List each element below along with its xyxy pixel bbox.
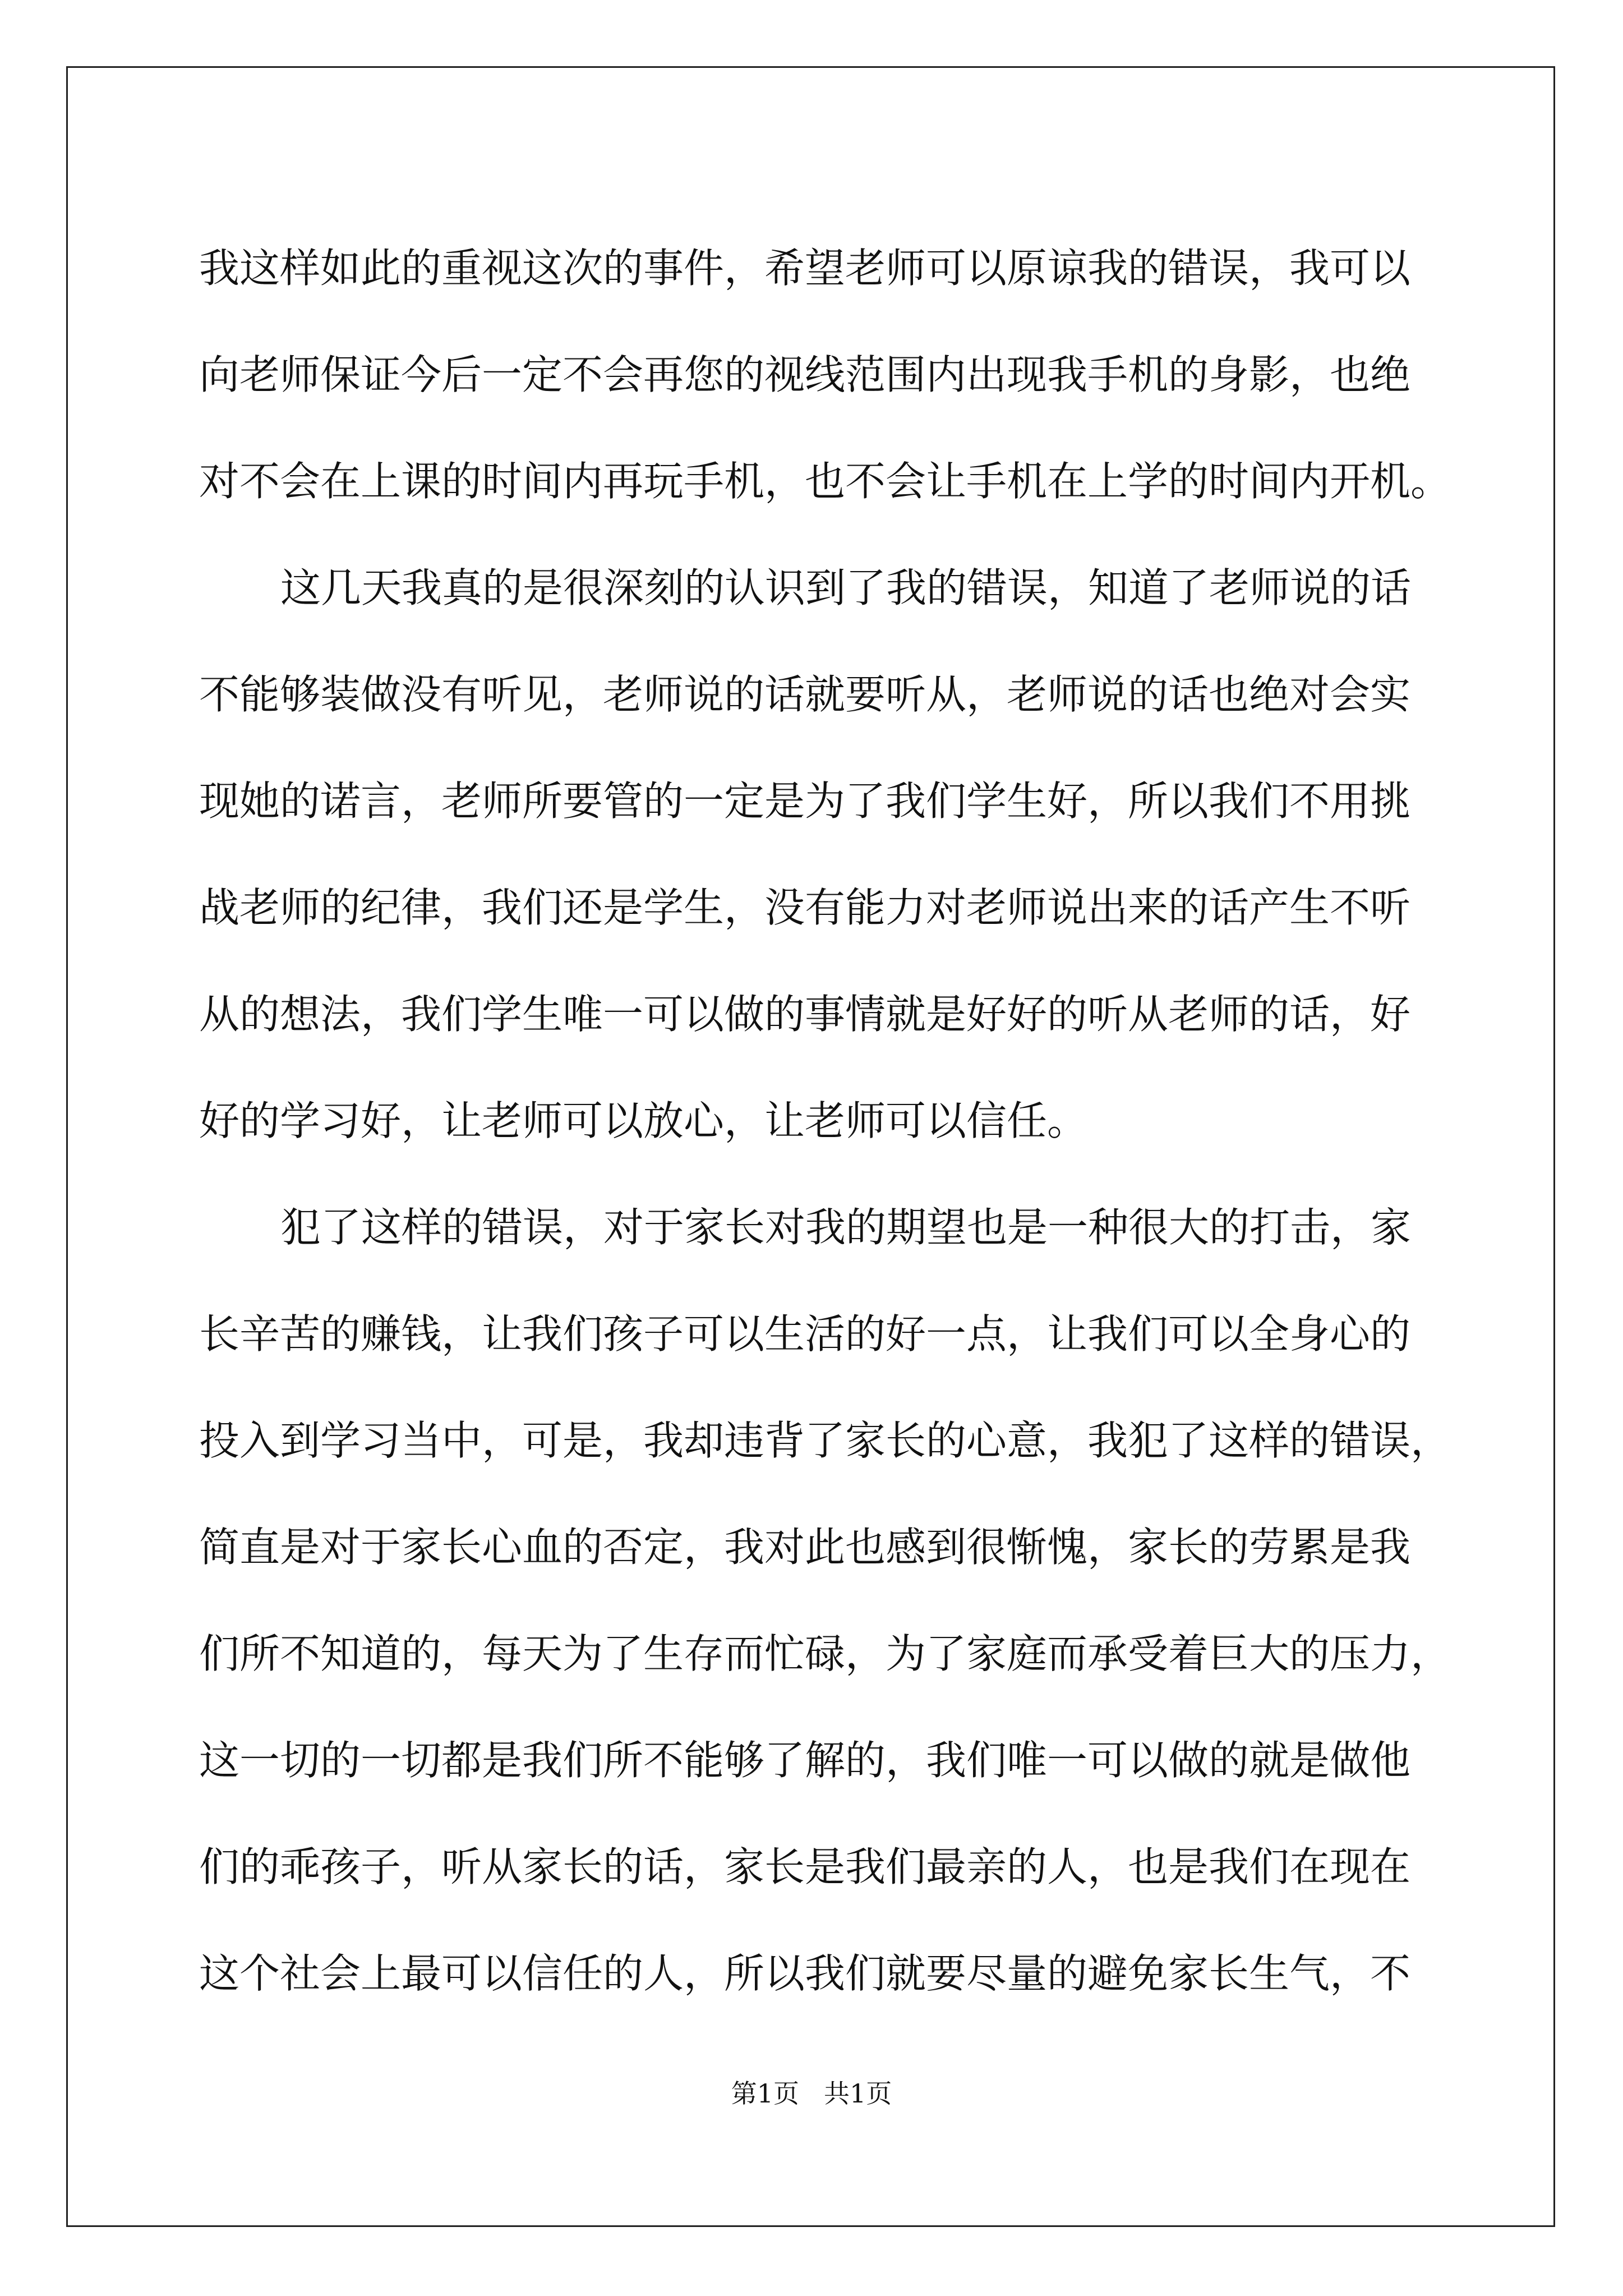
text-line: 战老师的纪律，我们还是学生，没有能力对老师说出来的话产生不听 [199,884,1411,931]
text-line: 这个社会上最可以信任的人，所以我们就要尽量的避免家长生气，不 [199,1950,1411,1997]
text-line: 这一切的一切都是我们所不能够了解的，我们唯一可以做的就是做他 [199,1737,1411,1784]
text-line: 简直是对于家长心血的否定，我对此也感到很惭愧，家长的劳累是我 [199,1524,1411,1571]
text-line: 我这样如此的重视这次的事件，希望老师可以原谅我的错误，我可以 [199,245,1411,292]
text-line: 长辛苦的赚钱，让我们孩子可以生活的好一点，让我们可以全身心的 [199,1310,1411,1358]
text-line: 好的学习好，让老师可以放心，让老师可以信任。 [199,1097,1088,1144]
document-body [199,215,1451,2027]
paragraph-start-line: 犯了这样的错误，对于家长对我的期望也是一种很大的打击，家 [280,1204,1412,1251]
text-line: 向老师保证今后一定不会再您的视线范围内出现我手机的身影，也绝 [199,351,1411,398]
page-footer [0,2077,1623,2110]
text-line: 们所不知道的，每天为了生存而忙碌，为了家庭而承受着巨大的压力， [199,1630,1451,1677]
text-line: 现她的诺言，老师所要管的一定是为了我们学生好，所以我们不用挑 [199,777,1411,825]
page-number: 第1页 [731,2078,799,2109]
text-line: 对不会在上课的时间内再玩手机，也不会让手机在上学的时间内开机。 [199,458,1451,505]
text-line: 从的想法，我们学生唯一可以做的事情就是好好的听从老师的话，好 [199,991,1411,1038]
text-line: 投入到学习当中，可是，我却违背了家长的心意，我犯了这样的错误， [199,1417,1451,1464]
page-total: 共1页 [824,2078,892,2109]
text-line: 们的乖孩子，听从家长的话，家长是我们最亲的人，也是我们在现在 [199,1843,1411,1890]
text-line: 不能够装做没有听见，老师说的话就要听从，老师说的话也绝对会实 [199,671,1411,718]
paragraph-start-line: 这几天我真的是很深刻的认识到了我的错误，知道了老师说的话 [280,564,1412,611]
